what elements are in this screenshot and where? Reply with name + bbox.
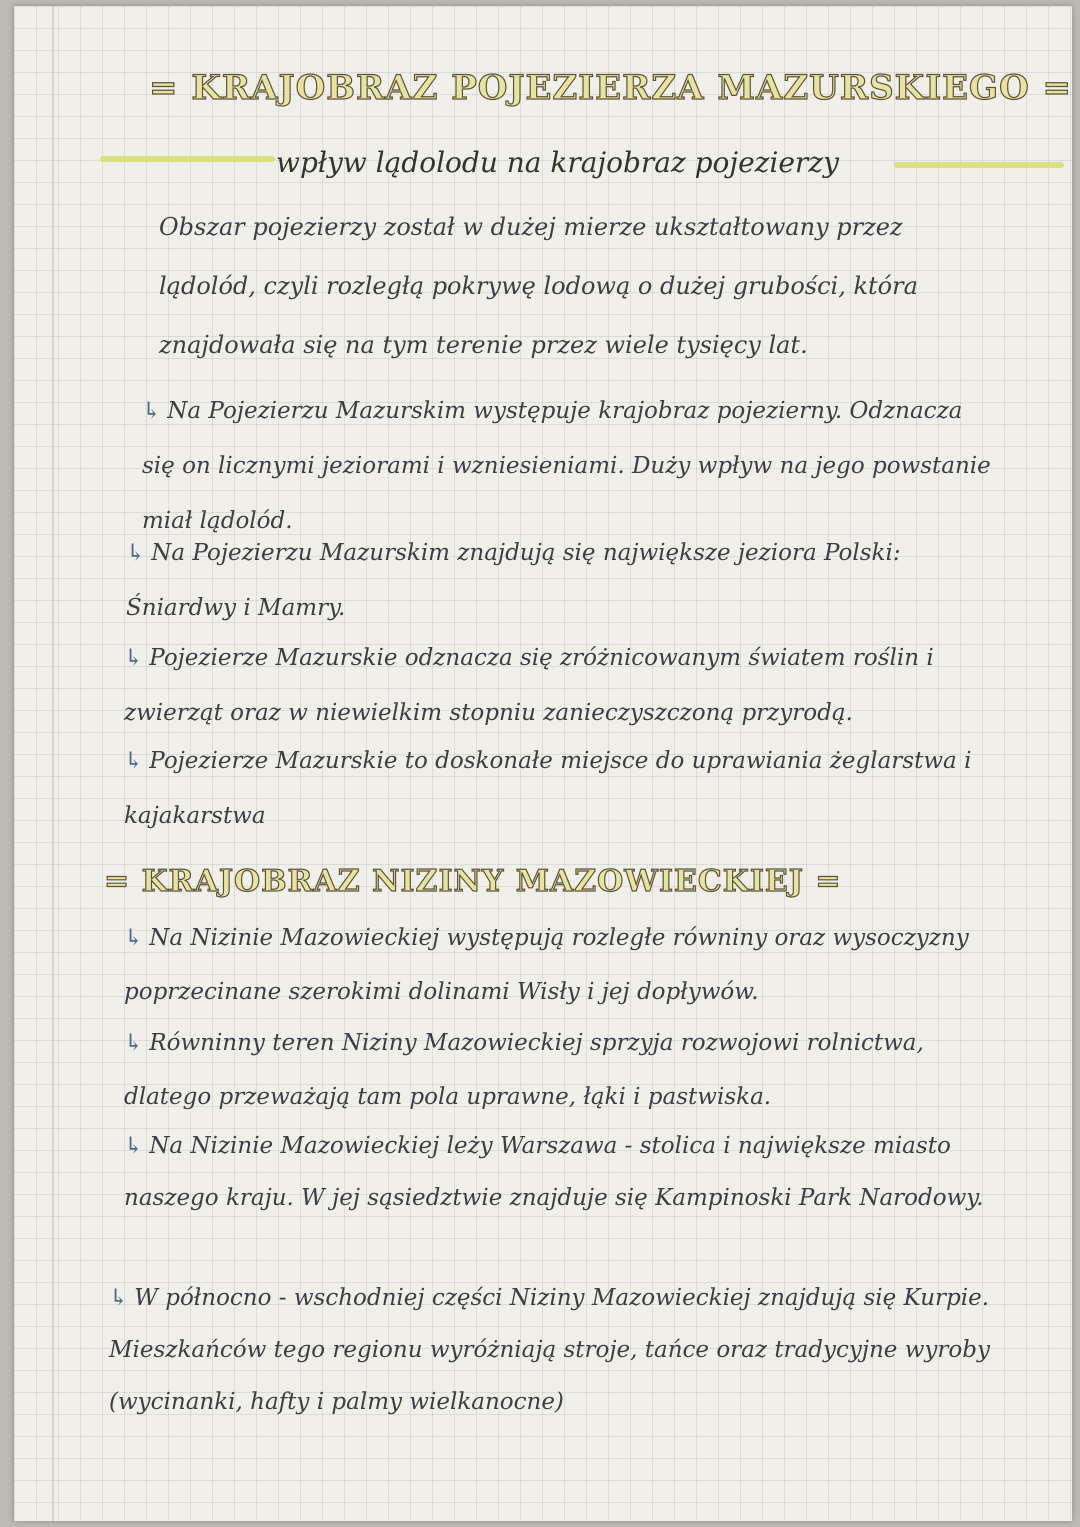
bullet-text: Na Nizinie Mazowieckiej leży Warszawa - stolica i największe miasto naszego kraju. W jej sąsiedztwie znajduje się Kampinoski Park Narodowy. (124, 1133, 984, 1211)
arrow-icon: ↳ (124, 748, 144, 774)
arrow-icon: ↳ (124, 645, 144, 671)
bullet-item (124, 631, 1004, 741)
bullet-item (109, 1272, 1009, 1428)
arrow-icon: ↳ (124, 1133, 144, 1159)
bullet-item (124, 911, 1004, 1019)
bullet-item (124, 1016, 1004, 1124)
arrow-icon: ↳ (142, 398, 162, 424)
section2-heading: = KRAJOBRAZ NIZINY MAZOWIECKIEJ = (104, 864, 842, 899)
bullet-item (124, 1120, 1004, 1224)
arrow-icon: ↳ (124, 925, 144, 951)
bullet-item (124, 734, 1004, 844)
highlight-left (100, 156, 275, 162)
bullet-text: Pojezierze Mazurskie odznacza się zróżnicowanym światem roślin i zwierząt oraz w niewielkim stopniu zanieczyszczoną przyrodą. (124, 645, 934, 726)
bullet-text: Równinny teren Niziny Mazowieckiej sprzyja rozwojowi rolnictwa, dlatego przeważają tam pola uprawne, łąki i pastwiska. (124, 1030, 924, 1110)
highlight-right (894, 162, 1064, 168)
bullet-text: Pojezierze Mazurskie to doskonałe miejsce do uprawiania żeglarstwa i kajakarstwa (124, 748, 972, 829)
section1-subtitle: wpływ lądolodu na krajobraz pojezierzy (276, 146, 839, 179)
arrow-icon: ↳ (109, 1285, 129, 1311)
bullet-text: Na Pojezierzu Mazurskim znajdują się największe jeziora Polski: Śniardwy i Mamry. (126, 540, 901, 621)
bullet-item (142, 384, 1002, 549)
bullet-text: Na Nizinie Mazowieckiej występują rozległe równiny oraz wysoczyzny poprzecinane szerokimi dolinami Wisły i jej dopływów. (124, 925, 969, 1005)
bullet-text: Na Pojezierzu Mazurskim występuje krajobraz pojezierny. Odznacza się on licznymi jeziorami i wzniesieniami. Duży wpływ na jego powstanie miał lądolód. (142, 398, 991, 534)
bullet-text: W północno - wschodniej części Niziny Mazowieckiej znajdują się Kurpie. Mieszkańców tego regionu wyróżniają stroje, tańce oraz tradycyjne wyroby (wycinanki, hafty i palmy wielkanocne) (109, 1285, 990, 1415)
section1-heading: = KRAJOBRAZ POJEZIERZA MAZURSKIEGO = (149, 68, 1072, 108)
margin-line (52, 6, 54, 1521)
notebook-page (14, 6, 1072, 1521)
arrow-icon: ↳ (126, 540, 146, 566)
bullet-item (126, 526, 1006, 636)
section1-intro: Obszar pojezierzy został w dużej mierze ukształtowany przez lądolód, czyli rozległą pokrywę lodową o dużej grubości, która znajdowała się na tym terenie przez wiele tysięcy lat. (159, 213, 918, 359)
arrow-icon: ↳ (124, 1030, 144, 1056)
